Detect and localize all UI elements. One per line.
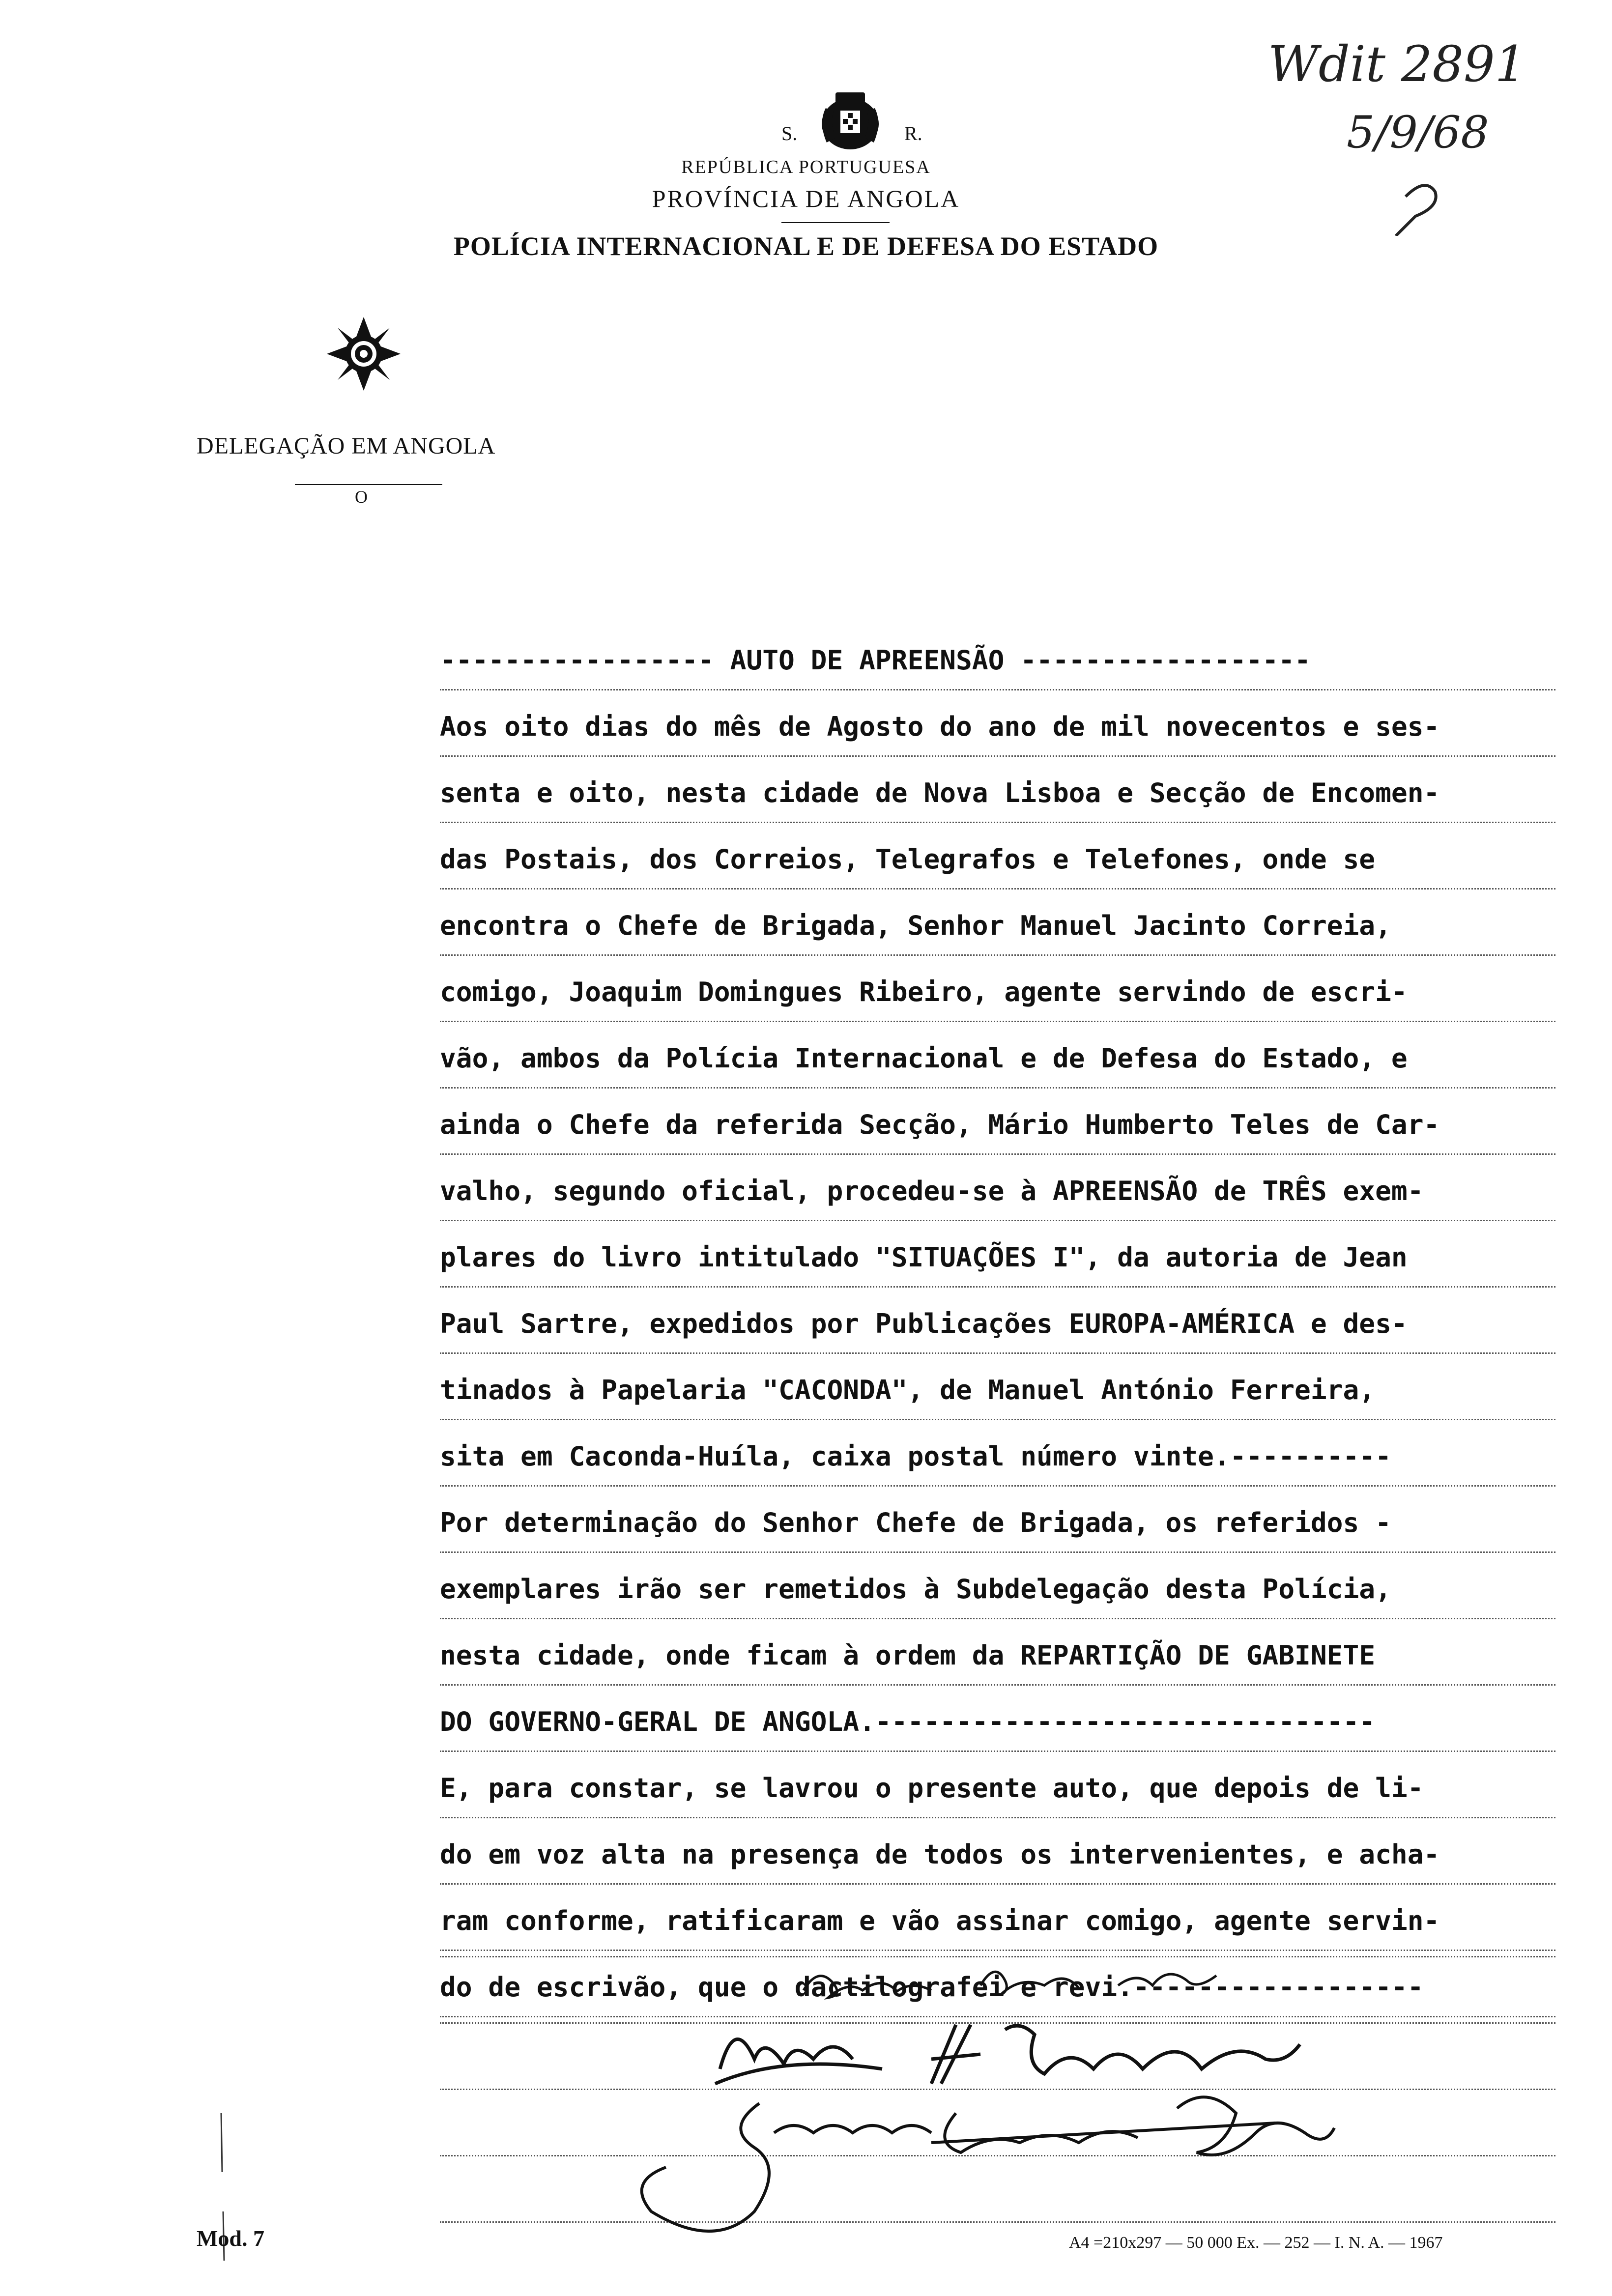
document-line-text: do de escrivão, que o dactilografei e revi.------------------: [440, 1971, 1424, 2003]
document-line: [440, 890, 1555, 956]
document-line: [440, 1487, 1555, 1553]
handwritten-mark: [1396, 185, 1436, 236]
coat-of-arms-icon: [816, 88, 885, 157]
document-line: [440, 1818, 1555, 1885]
document-line-text: exemplares irão ser remetidos à Subdelegação desta Polícia,: [440, 1573, 1391, 1605]
signature-3: [642, 2097, 1334, 2231]
signature-2: [715, 2025, 1300, 2084]
document-line-text: Por determinação do Senhor Chefe de Brigada, os referidos -: [440, 1507, 1391, 1538]
signature-block: [440, 1956, 1555, 2251]
document-line-text: senta e oito, nesta cidade de Nova Lisboa e Secção de Encomen-: [440, 777, 1440, 808]
document-line: [440, 1354, 1555, 1420]
document-line: [440, 624, 1555, 690]
document-line-text: E, para constar, se lavrou o presente auto, que depois de li-: [440, 1772, 1424, 1804]
delegation-heading: DELEGAÇÃO EM ANGOLA: [197, 433, 496, 459]
document-line: [440, 1089, 1555, 1155]
document-line: [440, 1619, 1555, 1686]
document-line-text: nesta cidade, onde ficam à ordem da REPARTIÇÃO DE GABINETE: [440, 1639, 1376, 1671]
document-line-text: comigo, Joaquim Domingues Ribeiro, agente servindo de escri-: [440, 976, 1408, 1007]
signatures: [440, 1936, 1555, 2251]
document-line: [440, 1752, 1555, 1818]
document-line: [440, 690, 1555, 757]
print-info: A4 =210x297 — 50 000 Ex. — 252 — I. N. A. — 1967: [1069, 2234, 1443, 2252]
document-line: [440, 1221, 1555, 1288]
delegation-mark: O: [355, 487, 368, 507]
document-line-text: vão, ambos da Polícia Internacional e de Defesa do Estado, e: [440, 1042, 1408, 1074]
document-line-text: ----------------- AUTO DE APREENSÃO ------------------: [440, 644, 1311, 676]
document-line-text: Aos oito dias do mês de Agosto do ano de mil novecentos e ses-: [440, 711, 1440, 742]
document-body: [440, 624, 1555, 2017]
form-model-number: Mod. 7: [197, 2226, 264, 2251]
document-line: [440, 1288, 1555, 1354]
document-line: [440, 956, 1555, 1022]
document-line: [440, 1420, 1555, 1487]
document-line-text: ram conforme, ratificaram e vão assinar comigo, agente servin-: [440, 1905, 1440, 1936]
document-line-text: sita em Caconda-Huíla, caixa postal número vinte.----------: [440, 1440, 1391, 1472]
r-letter: R.: [904, 122, 922, 144]
document-line: [440, 757, 1555, 823]
document-line: [440, 1686, 1555, 1752]
delegation-divider: [295, 484, 442, 485]
document-line: [440, 1553, 1555, 1619]
document-line: [440, 1022, 1555, 1089]
republic-heading: REPÚBLICA PORTUGUESA: [681, 157, 931, 177]
document-line-text: das Postais, dos Correios, Telegrafos e Telefones, onde se: [440, 843, 1376, 875]
document-line-text: ainda o Chefe da referida Secção, Mário Humberto Teles de Car-: [440, 1109, 1440, 1140]
document-line-text: encontra o Chefe de Brigada, Senhor Manuel Jacinto Correia,: [440, 910, 1391, 941]
signature-1: [804, 1972, 1216, 1998]
s-letter: S.: [781, 122, 798, 144]
document-line-text: plares do livro intitulado "SITUAÇÕES I", da autoria de Jean: [440, 1241, 1408, 1273]
document-line-text: do em voz alta na presença de todos os intervenientes, e acha-: [440, 1838, 1440, 1870]
document-line-text: tinados à Papelaria "CACONDA", de Manuel António Ferreira,: [440, 1374, 1376, 1406]
header-divider: [781, 222, 890, 223]
agency-heading: POLÍCIA INTERNACIONAL E DE DEFESA DO ESTADO: [453, 231, 1159, 261]
document-line: [440, 1155, 1555, 1221]
handwritten-date: 5/9/68: [1347, 107, 1489, 158]
handwritten-ref: Wdit 2891: [1268, 35, 1526, 93]
document-line-text: Paul Sartre, expedidos por Publicações EUROPA-AMÉRICA e des-: [440, 1308, 1408, 1339]
document-line-text: DO GOVERNO-GERAL DE ANGOLA.-------------------------------: [440, 1706, 1376, 1737]
province-heading: PROVÍNCIA DE ANGOLA: [652, 185, 960, 212]
handwritten-annotation: [1258, 29, 1573, 236]
document-line: [440, 823, 1555, 890]
document-line-text: valho, segundo oficial, procedeu-se à APREENSÃO de TRÊS exem-: [440, 1175, 1424, 1206]
police-emblem-icon: [324, 315, 403, 393]
